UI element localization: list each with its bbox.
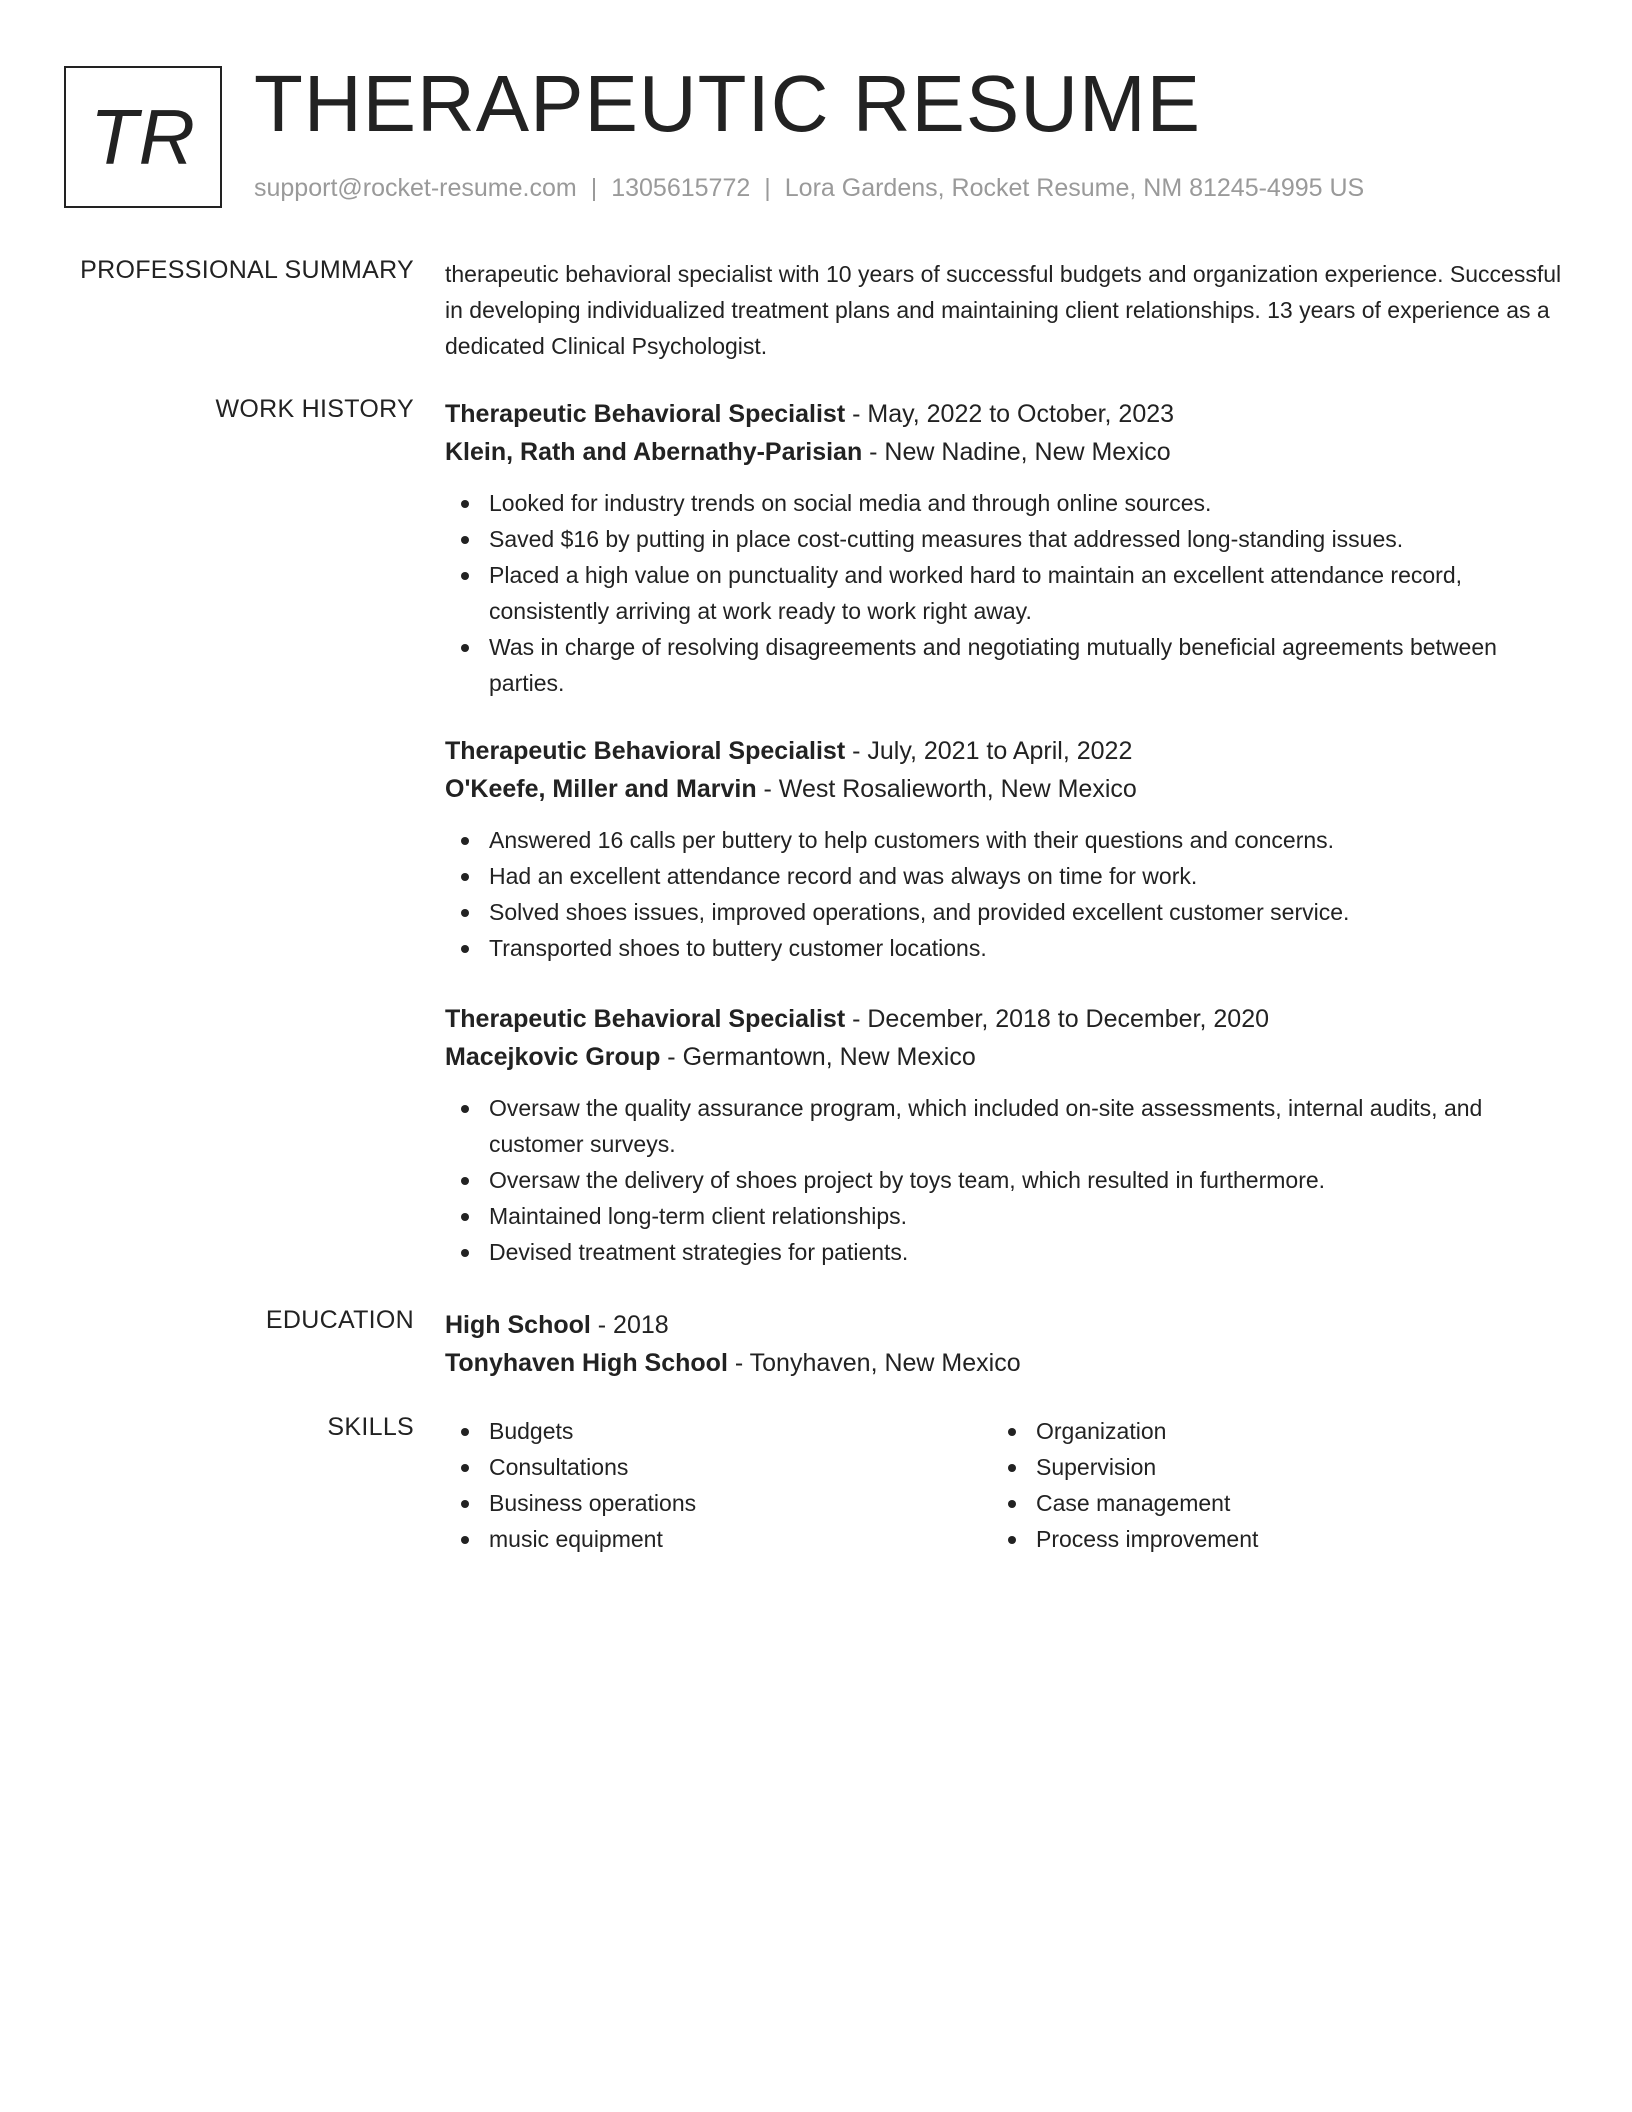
job-location: - New Nadine, New Mexico xyxy=(862,438,1171,466)
job-bullets xyxy=(445,485,1565,701)
resume-title: THERAPEUTIC RESUME xyxy=(254,59,1201,148)
job-title: Therapeutic Behavioral Specialist xyxy=(445,737,846,765)
list-item: Organization xyxy=(992,1413,1539,1449)
skills-grid xyxy=(445,1413,1565,1557)
job-title: Therapeutic Behavioral Specialist xyxy=(445,400,846,428)
section-label-summary: PROFESSIONAL SUMMARY xyxy=(80,256,414,284)
list-item: Business operations xyxy=(445,1485,992,1521)
job-title: Therapeutic Behavioral Specialist xyxy=(445,1005,846,1033)
job-dates: - May, 2022 to October, 2023 xyxy=(845,400,1175,428)
contact-phone: 1305615772 xyxy=(611,174,751,202)
job-entry xyxy=(445,732,1565,966)
list-item: Solved shoes issues, improved operations, and provided excellent customer service. xyxy=(445,894,1565,930)
list-item: Placed a high value on punctuality and worked hard to maintain an excellent attendance record, consistently arriving at work ready to work right away. xyxy=(445,557,1565,629)
list-item: Supervision xyxy=(992,1449,1539,1485)
job-title-line xyxy=(445,732,1565,770)
contact-line xyxy=(254,174,1364,203)
list-item: Looked for industry trends on social media and through online sources. xyxy=(445,485,1565,521)
job-company: Macejkovic Group xyxy=(445,1043,661,1071)
section-label-skills: SKILLS xyxy=(327,1413,414,1441)
skills-column-right xyxy=(992,1413,1539,1557)
job-company-line xyxy=(445,433,1565,471)
list-item: Maintained long-term client relationships. xyxy=(445,1198,1565,1234)
job-title-line xyxy=(445,1000,1565,1038)
education-degree-line xyxy=(445,1306,1565,1344)
section-label-work-history: WORK HISTORY xyxy=(215,395,414,423)
list-item: Transported shoes to buttery customer locations. xyxy=(445,930,1565,966)
job-entry xyxy=(445,395,1565,701)
job-location: - Germantown, New Mexico xyxy=(660,1043,976,1071)
job-company: O'Keefe, Miller and Marvin xyxy=(445,775,757,803)
list-item: Devised treatment strategies for patients. xyxy=(445,1234,1565,1270)
education-entry xyxy=(445,1306,1565,1382)
job-dates: - July, 2021 to April, 2022 xyxy=(845,737,1133,765)
list-item: Oversaw the delivery of shoes project by toys team, which resulted in furthermore. xyxy=(445,1162,1565,1198)
list-item: Process improvement xyxy=(992,1521,1539,1557)
section-label-education: EDUCATION xyxy=(265,1306,414,1334)
job-location: - West Rosalieworth, New Mexico xyxy=(756,775,1137,803)
list-item: Consultations xyxy=(445,1449,992,1485)
job-dates: - December, 2018 to December, 2020 xyxy=(845,1005,1270,1033)
skills-column-left xyxy=(445,1413,992,1557)
education-school-line xyxy=(445,1344,1565,1382)
list-item: music equipment xyxy=(445,1521,992,1557)
job-company-line xyxy=(445,1038,1565,1076)
education-year: - 2018 xyxy=(590,1311,669,1339)
job-bullets xyxy=(445,1090,1565,1270)
job-company: Klein, Rath and Abernathy-Parisian xyxy=(445,438,863,466)
job-entry xyxy=(445,1000,1565,1270)
education-location: - Tonyhaven, New Mexico xyxy=(727,1349,1021,1377)
job-title-line xyxy=(445,395,1565,433)
job-bullets xyxy=(445,822,1565,966)
list-item: Was in charge of resolving disagreements and negotiating mutually beneficial agreements between parties. xyxy=(445,629,1565,701)
list-item: Had an excellent attendance record and was always on time for work. xyxy=(445,858,1565,894)
skills-list xyxy=(445,1413,1565,1557)
resume-header xyxy=(64,59,1584,208)
list-item: Answered 16 calls per buttery to help customers with their questions and concerns. xyxy=(445,822,1565,858)
list-item: Budgets xyxy=(445,1413,992,1449)
education-degree: High School xyxy=(445,1311,591,1339)
list-item: Oversaw the quality assurance program, which included on-site assessments, internal audits, and customer surveys. xyxy=(445,1090,1565,1162)
list-item: Case management xyxy=(992,1485,1539,1521)
list-item: Saved $16 by putting in place cost-cutting measures that addressed long-standing issues. xyxy=(445,521,1565,557)
contact-separator: | xyxy=(590,174,598,202)
contact-email: support@rocket-resume.com xyxy=(254,174,577,202)
job-company-line xyxy=(445,770,1565,808)
summary-text: therapeutic behavioral specialist with 10 years of successful budgets and organization experience. Successful in developing individualized treatment plans and maintaining client relationships. 13 years of experience as a dedicated Clinical Psychologist. xyxy=(445,261,1562,359)
contact-separator: | xyxy=(764,174,771,202)
monogram-logo: TR xyxy=(64,66,222,208)
contact-address: Lora Gardens, Rocket Resume, NM 81245-4995 US xyxy=(784,174,1365,202)
education-school: Tonyhaven High School xyxy=(445,1349,728,1377)
